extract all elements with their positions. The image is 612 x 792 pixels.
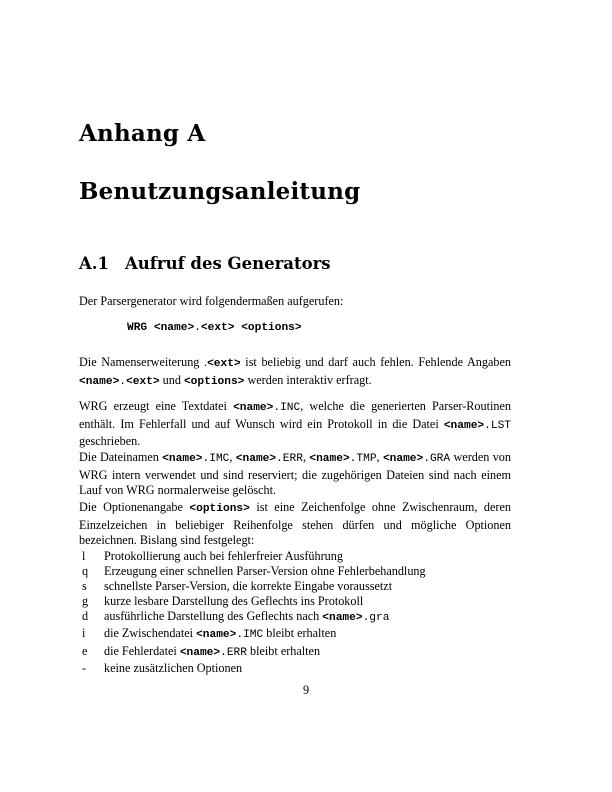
text: WRG erzeugt eine Textdatei (79, 399, 234, 413)
code: . (119, 375, 127, 388)
section-heading (79, 254, 331, 273)
text: , (302, 450, 310, 464)
command-arg-name: <name> (153, 322, 195, 334)
text: , (229, 450, 236, 464)
option-key: e (82, 643, 88, 658)
text: ist beliebig und darf auch fehlen. Fehlende Angaben (240, 355, 511, 369)
paragraph-extension (79, 355, 511, 390)
option-desc: bleibt erhalten (263, 626, 337, 641)
chapter-label: Anhang A (79, 120, 206, 147)
command-program: WRG (127, 322, 148, 334)
intro-paragraph: Der Parsergenerator wird folgendermaßen aufgerufen: (79, 294, 344, 308)
command-arg-ext: <ext> (200, 322, 235, 334)
option-item (82, 564, 426, 579)
code: <name> (162, 453, 203, 465)
options-list (82, 549, 426, 676)
option-key: q (82, 564, 89, 579)
option-desc: Protokollierung auch bei fehlerfreier Ausführung (104, 549, 343, 563)
code: <name> (79, 375, 120, 388)
text: , (376, 450, 383, 464)
option-desc: Erzeugung einer schnellen Parser-Version ohne Fehlerbehandlung (104, 564, 426, 579)
code: <ext> (207, 358, 241, 370)
code: <name> (309, 453, 350, 465)
section-number: A.1 (79, 254, 110, 273)
paragraph-output (79, 399, 511, 450)
text: Die Optionenangabe (79, 500, 190, 514)
option-key: d (82, 609, 89, 624)
code: .IMC (236, 629, 264, 642)
code: <name> (235, 453, 277, 465)
text: Die Namenserweiterung . (79, 355, 208, 369)
option-item (82, 549, 426, 564)
text: und (159, 372, 184, 387)
paragraph-options (79, 500, 511, 549)
text: , welche die generierten Parser-Routinen enthält. Im Fehlerfall und auf Wunsch wird ein Protokoll in die Datei (79, 399, 511, 431)
text: werden von WRG intern verwendet und sind reserviert; die zugehörigen Dateien sind nach einem Lauf von WRG normalerweise gelöscht. (79, 450, 511, 498)
page-number: 9 (302, 683, 310, 697)
code: .TMP (349, 453, 377, 465)
option-desc: schnellste Parser-Version, die korrekte Eingabe voraussetzt (104, 579, 393, 594)
code: .ERR (220, 646, 247, 659)
option-key: l (82, 549, 86, 563)
option-desc: die Zwischendatei (104, 626, 197, 641)
code: <name> (443, 419, 485, 432)
code: <name> (233, 402, 274, 414)
option-key: s (82, 579, 87, 594)
code: .gra (362, 612, 390, 625)
option-desc: ausführliche Darstellung des Geflechts nach (104, 609, 323, 624)
option-item (82, 609, 426, 626)
option-item (82, 644, 426, 661)
option-key: - (82, 660, 87, 675)
code: <name> (382, 453, 424, 465)
section-title: Aufruf des Generators (125, 254, 331, 273)
chapter-title: Benutzungsanleitung (79, 178, 361, 205)
option-desc: kurze lesbare Darstellung des Geflechts ins Protokoll (104, 594, 364, 609)
code: <options> (189, 503, 250, 515)
code: .GRA (423, 453, 451, 465)
code: <ext> (126, 375, 160, 388)
code: <name> (322, 612, 363, 625)
code: <name> (179, 646, 221, 659)
text: ist eine Zeichenfolge ohne Zwischenraum, deren Einzelzeichen in beliebiger Reihenfolge stehen dürfen und mögliche Optionen bezeichnen. Bislang sind festgelegt: (79, 500, 511, 548)
paragraph-reserved-files (79, 450, 511, 499)
text: geschrieben. (79, 434, 141, 449)
option-item (82, 661, 426, 676)
code: .ERR (276, 453, 303, 465)
command-dot: . (194, 322, 201, 334)
code: <name> (196, 629, 237, 642)
option-item (82, 626, 426, 643)
text: Die Dateinamen (79, 450, 163, 464)
code: .IMC (202, 453, 230, 465)
code: <options> (183, 375, 245, 388)
option-desc: bleibt erhalten (246, 643, 321, 658)
option-key: i (82, 626, 86, 641)
option-item (82, 579, 426, 594)
option-desc: die Fehlerdatei (104, 643, 180, 658)
code: .LST (484, 419, 511, 432)
command-line (127, 322, 302, 334)
text: werden interaktiv erfragt. (244, 372, 372, 387)
command-arg-options: <options> (241, 322, 302, 334)
option-item (82, 594, 426, 609)
option-desc: keine zusätzlichen Optionen (104, 660, 243, 675)
code: .INC (273, 402, 301, 414)
option-key: g (82, 594, 89, 609)
